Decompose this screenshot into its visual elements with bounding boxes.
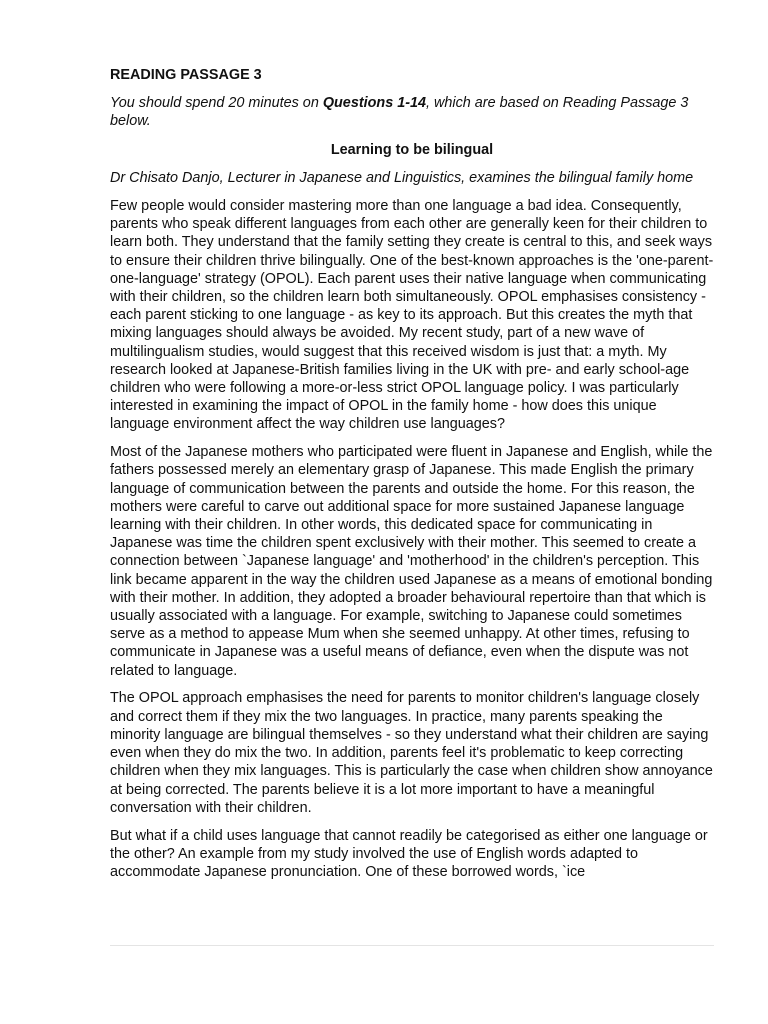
instructions-prefix: You should spend 20 minutes on (110, 95, 323, 112)
paragraph-4: But what if a child uses language that cannot readily be categorised as either one language or the other? An example from my study involved the use of English words adapted to accommodate Japanese pronunciation. One of these borrowed words, `ice (110, 827, 708, 880)
paragraph-2: Most of the Japanese mothers who participated were fluent in Japanese and English, while the fathers possessed merely an elementary grasp of Japanese. This made English the primary language of communication between the parents and outside the home. For this reason, the mothers were careful to carve out additional space for more sustained Japanese language learning with their children. In other words, this dedicated space for communicating in Japanese was time the children spent exclusively with their mother. This seemed to create a connection between `Japanese language' and 'motherhood' in the children's perception. This link became apparent in the way the children used Japanese as a means of emotional bonding with their mother. In addition, they adopted a broader behavioural repertoire than that which is usually associated with a language. For example, switching to Japanese could sometimes serve as a method to appease Mum when she seemed unhappy. At other times, refusing to communicate in Japanese was a useful means of defiance, even when the dispute was not related to language. (110, 444, 713, 679)
instructions (110, 94, 714, 130)
instructions-questions: Questions 1-14 (322, 95, 426, 112)
section-heading: READING PASSAGE 3 (110, 67, 262, 83)
paragraph-3: The OPOL approach emphasises the need for parents to monitor children's language closely and correct them if they mix the two languages. In practice, many parents speaking the minority language are bilingual themselves - so they understand what their children are saying even when they do mix the two. In addition, parents feel it's problematic to keep correcting children when they mix languages. This is particularly the case when children show annoyance at being corrected. The parents believe it is a lot more important to have a meaningful conversation with their children. (110, 690, 713, 816)
document-page (110, 66, 714, 891)
page-divider (110, 945, 714, 946)
instructions-suffix: , which are based on Reading Passage 3 below. (110, 95, 689, 130)
passage-byline: Dr Chisato Danjo, Lecturer in Japanese and Linguistics, examines the bilingual family home (110, 169, 694, 186)
passage-title: Learning to be bilingual (330, 141, 494, 158)
paragraph-1: Few people would consider mastering more than one language a bad idea. Consequently, parents who speak different languages from each other are generally keen for their children to learn both. They understand that the family setting they create is central to this, and seek ways to ensure their children thrive bilingually. One of the best-known approaches is the 'one-parent-one-language' strategy (OPOL). Each parent uses their native language when communicating with their children, so the children learn both simultaneously. OPOL emphasises consistency - each parent sticking to one language - as key to its approach. But this creates the myth that mixing languages should always be avoided. My recent study, part of a new wave of multilingualism studies, would suggest that this received wisdom is just that: a myth. My research looked at Japanese-British families living in the UK with pre- and early school-age children who were following a more-or-less strict OPOL language policy. I was particularly interested in examining the impact of OPOL in the family home - how does this unique language environment affect the way children use languages? (110, 198, 714, 433)
